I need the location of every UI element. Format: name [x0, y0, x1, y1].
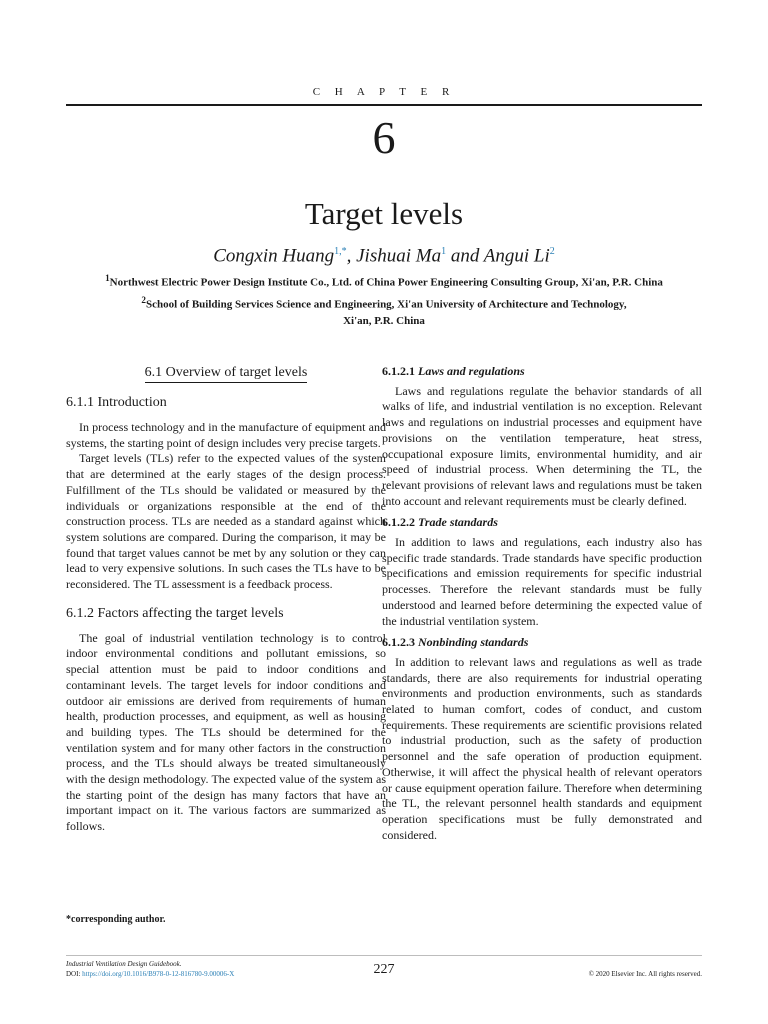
- author-affiliation-mark[interactable]: 1: [441, 246, 447, 257]
- footer-rule: [66, 955, 702, 956]
- copyright: © 2020 Elsevier Inc. All rights reserved.: [588, 970, 702, 978]
- page-number: 227: [373, 962, 395, 977]
- affiliation-mark: 1: [105, 273, 110, 283]
- section-heading: [66, 364, 386, 382]
- author-affiliation-mark[interactable]: 2: [549, 246, 555, 257]
- affiliation-2-line-2: Xi'an, P.R. China: [343, 315, 425, 328]
- subsection-heading: 6.1.1 Introduction: [66, 395, 167, 410]
- author-name: Jishuai Ma: [356, 245, 442, 267]
- section-heading-text: 6.1 Overview of target levels: [145, 365, 308, 383]
- affiliation-1: [0, 270, 768, 292]
- author-name: Angui Li: [483, 245, 550, 267]
- affiliation-mark: 2: [141, 294, 146, 305]
- affiliations: [0, 270, 768, 330]
- chapter-number: 6: [372, 112, 396, 163]
- affiliation-text: School of Building Services Science and Engineering, Xi'an University of Architecture and Technology,: [146, 298, 627, 311]
- paragraph: The goal of industrial ventilation technology is to control indoor environmental conditions and pollutant emissions, so special attention must be paid to indoor conditions and contaminant levels. The target levels for indoor conditions and outdoor air emissions are derived from requirements of human health, production processes, and equipment, as well as housing and building types. The TLs should be determined for the ventilation system and for many other factors in the construction process, and the TLs should always be treated simultaneously with the design methodology. The expected value of the system as the starting point of the design has many factors that have an important impact on it. The various factors are summarized as follows.: [66, 630, 386, 834]
- author-affiliation-mark[interactable]: 1,*: [334, 246, 347, 257]
- paragraph: In addition to laws and regulations, each industry also has specific trade standards. Trade standards have specific production specifications and emission requirements for specific industrial processes. Therefore the relevant standards must be fully understood and learned before determining the expected value of the industrial ventilation system.: [382, 535, 702, 628]
- author-separator: ,: [346, 245, 357, 267]
- author-separator: and: [446, 245, 484, 267]
- subsubsection-heading: 6.1.2.1 Laws and regulations: [382, 364, 525, 378]
- chapter-label: C H A P T E R: [312, 86, 456, 98]
- header-rule: [66, 104, 702, 106]
- subsubsection-heading: 6.1.2.2 Trade standards: [382, 515, 498, 530]
- chapter-title: Target levels: [304, 196, 464, 231]
- subsubsection-heading: 6.1.2.3 Nonbinding standards: [382, 635, 529, 650]
- affiliation-2: [0, 292, 768, 314]
- right-column: [382, 364, 702, 843]
- paragraph: Laws and regulations regulate the behavior standards of all walks of life, and industrial ventilation is no exception. Relevant laws and regulations on industrial processes and equipment have provisions on the ventilation temperature, heat stress, occupational exposure limits, environmental humidity, and air speed of industrial process. When determining the TL, the relevant provisions of relevant laws and regulations must be taken into account and relevant requirements must be clearly defined.: [382, 383, 702, 508]
- author-line: [0, 240, 768, 268]
- book-title: Industrial Ventilation Design Guidebook.: [66, 960, 182, 968]
- author-name: Congxin Huang: [213, 245, 335, 267]
- paragraph: In addition to relevant laws and regulations as well as trade standards, there are also requirements for industrial operating environments and production environments, such as standards related to human comfort, codes of conduct, and custom requirements. These requirements are scientific provisions related to industrial production, such as the safety of production personnel and the safe operation of production equipment. Otherwise, it will affect the physical health of relevant operators or cause equipment operation failure. Therefore when determining the TL, the relevant personnel health standards and equipment operation specifications must be fully demonstrated and considered.: [382, 654, 702, 842]
- subsection-heading: 6.1.2 Factors affecting the target levels: [66, 605, 284, 621]
- left-column: [66, 364, 386, 835]
- doi-link[interactable]: https://doi.org/10.1016/B978-0-12-816780-9.00006-X: [82, 970, 235, 978]
- paragraph: Target levels (TLs) refer to the expected values of the system that are determined at the early stages of the design process. Fulfillment of the TLs should be validated or measured by the individuals or organizations responsible at the end of the construction process. TLs are needed as a standard against which system solutions are compared. During the comparison, it may be found that target values cannot be met by any solution or they can lead to very expensive solutions. In such cases the TLs have to be reconsidered. The TL assessment is a feedback process.: [66, 451, 386, 592]
- affiliation-text: Northwest Electric Power Design Institute Co., Ltd. of China Power Engineering Consulting Group, Xi'an, P.R. China: [109, 276, 663, 289]
- paragraph: In process technology and in the manufacture of equipment and systems, the starting point of design includes very precise targets.: [66, 420, 386, 450]
- footnote: *corresponding author.: [66, 914, 166, 925]
- doi-label: DOI:: [66, 970, 83, 978]
